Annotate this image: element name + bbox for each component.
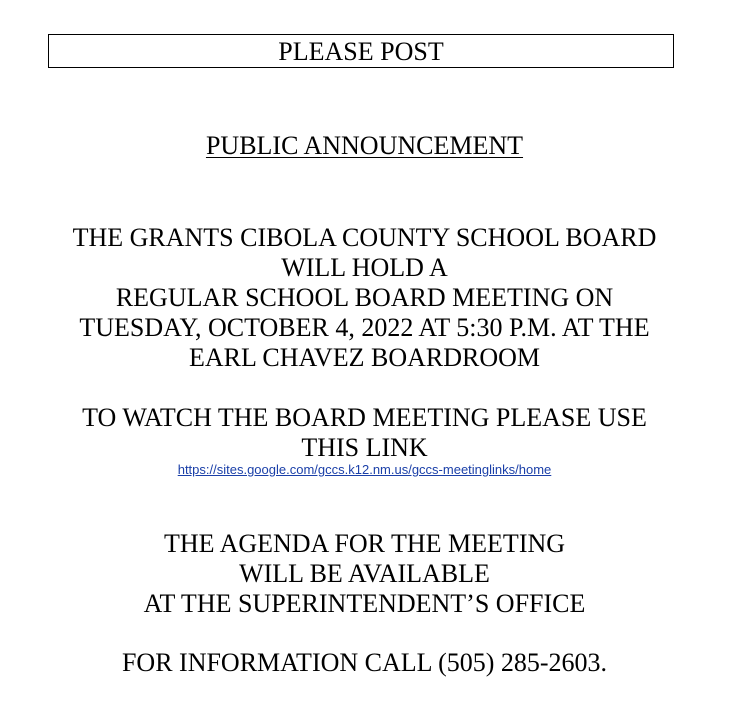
meeting-line-1: THE GRANTS CIBOLA COUNTY SCHOOL BOARD xyxy=(72,223,657,252)
agenda-line-1: THE AGENDA FOR THE MEETING xyxy=(163,529,566,558)
agenda-line-2: WILL BE AVAILABLE xyxy=(239,559,490,588)
announcement-title xyxy=(0,131,729,161)
please-post-label: PLEASE POST xyxy=(278,37,444,66)
watch-line-1: TO WATCH THE BOARD MEETING PLEASE USE xyxy=(82,403,647,432)
meeting-link[interactable]: https://sites.google.com/gccs.k12.nm.us/gccs-meetinglinks/home xyxy=(177,462,552,477)
meeting-line-5: EARL CHAVEZ BOARDROOM xyxy=(188,343,541,372)
meeting-line-3: REGULAR SCHOOL BOARD MEETING ON xyxy=(115,283,614,312)
watch-line-2: THIS LINK xyxy=(301,433,428,462)
meeting-line-4: TUESDAY, OCTOBER 4, 2022 AT 5:30 P.M. AT THE xyxy=(79,313,650,342)
please-post-banner xyxy=(48,34,674,68)
announcement-title-text: PUBLIC ANNOUNCEMENT xyxy=(205,131,524,160)
agenda-line-3: AT THE SUPERINTENDENT’S OFFICE xyxy=(143,589,586,618)
info-line: FOR INFORMATION CALL (505) 285-2603. xyxy=(121,648,608,677)
meeting-line-2: WILL HOLD A xyxy=(281,253,448,282)
meeting-link-row xyxy=(0,462,729,478)
